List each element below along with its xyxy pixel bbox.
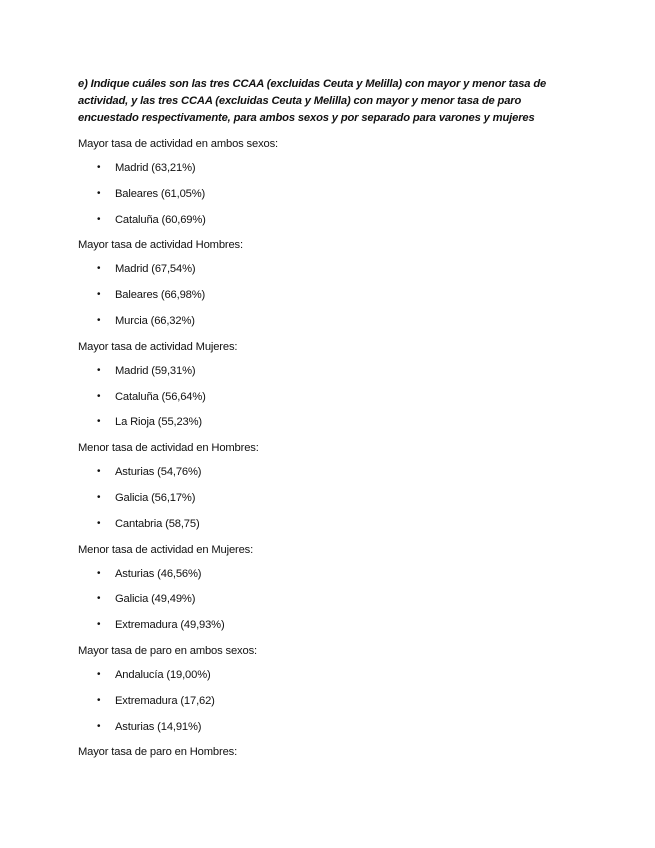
section-heading: Menor tasa de actividad en Mujeres: — [78, 543, 254, 556]
bullet-icon: • — [97, 593, 101, 605]
list-item — [78, 287, 568, 303]
list-item — [78, 313, 568, 329]
answer-sections — [78, 136, 568, 760]
list-item-text: Extremadura (17,62) — [115, 694, 215, 707]
list-item-text: Madrid (63,21%) — [115, 162, 196, 174]
list-item — [78, 490, 568, 506]
bullet-icon: • — [97, 491, 101, 503]
bullet-list — [78, 464, 568, 532]
bullet-icon: • — [97, 567, 101, 579]
list-item — [78, 389, 568, 405]
list-item — [78, 693, 568, 709]
list-item-text: Cataluña (60,69%) — [115, 213, 206, 226]
bullet-icon: • — [97, 619, 101, 631]
list-item — [78, 212, 568, 228]
bullet-icon: • — [97, 364, 101, 376]
bullet-icon: • — [97, 668, 101, 680]
list-item-text: Madrid (67,54%) — [115, 263, 196, 276]
list-item — [78, 516, 568, 532]
list-item-text: Asturias (46,56%) — [115, 567, 202, 580]
list-item-text: Cataluña (56,64%) — [115, 390, 206, 403]
list-item — [78, 363, 568, 379]
list-item — [78, 617, 568, 633]
section-heading: Mayor tasa de actividad Hombres: — [78, 239, 243, 252]
bullet-icon: • — [97, 162, 101, 173]
section-heading: Mayor tasa de actividad Mujeres: — [78, 340, 238, 353]
question-text: e) Indique cuáles son las tres CCAA (excluidas Ceuta y Melilla) con mayor y menor tasa de actividad, y las tres CCAA (excluidas Ceuta y Melilla) con mayor y menor tasa de paro encuestado respectivamente, para ambos sexos y por separado para varones y mujeres — [78, 78, 547, 124]
list-item-text: Cantabria (58,75) — [115, 517, 200, 530]
bullet-icon: • — [97, 720, 101, 732]
list-item-text: Madrid (59,31%) — [115, 364, 196, 377]
list-item-text: Extremadura (49,93%) — [115, 619, 225, 632]
bullet-icon: • — [97, 517, 101, 529]
bullet-list — [78, 160, 568, 228]
bullet-list — [78, 363, 568, 431]
list-item — [78, 186, 568, 202]
list-item — [78, 464, 568, 480]
bullet-icon: • — [97, 213, 101, 225]
list-item — [78, 719, 568, 735]
bullet-list — [78, 566, 568, 634]
bullet-icon: • — [97, 466, 101, 478]
list-item — [78, 414, 568, 430]
section-heading: Mayor tasa de actividad en ambos sexos: — [78, 138, 278, 150]
section-heading: Mayor tasa de paro en Hombres: — [78, 746, 238, 759]
list-item — [78, 667, 568, 683]
section-heading: Menor tasa de actividad en Hombres: — [78, 442, 259, 455]
bullet-icon: • — [97, 694, 101, 706]
bullet-list — [78, 261, 568, 329]
list-item — [78, 160, 568, 176]
list-item — [78, 566, 568, 582]
bullet-icon: • — [97, 289, 101, 301]
list-item-text: Asturias (14,91%) — [115, 720, 202, 733]
list-item — [78, 261, 568, 277]
section-heading: Mayor tasa de paro en ambos sexos: — [78, 644, 257, 657]
bullet-icon: • — [97, 187, 101, 199]
bullet-icon: • — [97, 314, 101, 326]
list-item-text: Baleares (61,05%) — [115, 187, 206, 200]
list-item-text: Galicia (49,49%) — [115, 593, 196, 606]
bullet-icon: • — [97, 416, 101, 428]
list-item-text: La Rioja (55,23%) — [115, 416, 202, 429]
list-item-text: Murcia (66,32%) — [115, 314, 195, 327]
list-item-text: Galicia (56,17%) — [115, 491, 196, 504]
bullet-list — [78, 667, 568, 735]
document-page — [78, 76, 568, 768]
list-item-text: Asturias (54,76%) — [115, 466, 202, 479]
list-item-text: Baleares (66,98%) — [115, 289, 206, 302]
list-item-text: Andalucía (19,00%) — [115, 668, 211, 681]
list-item — [78, 591, 568, 607]
bullet-icon: • — [97, 390, 101, 402]
bullet-icon: • — [97, 263, 101, 275]
